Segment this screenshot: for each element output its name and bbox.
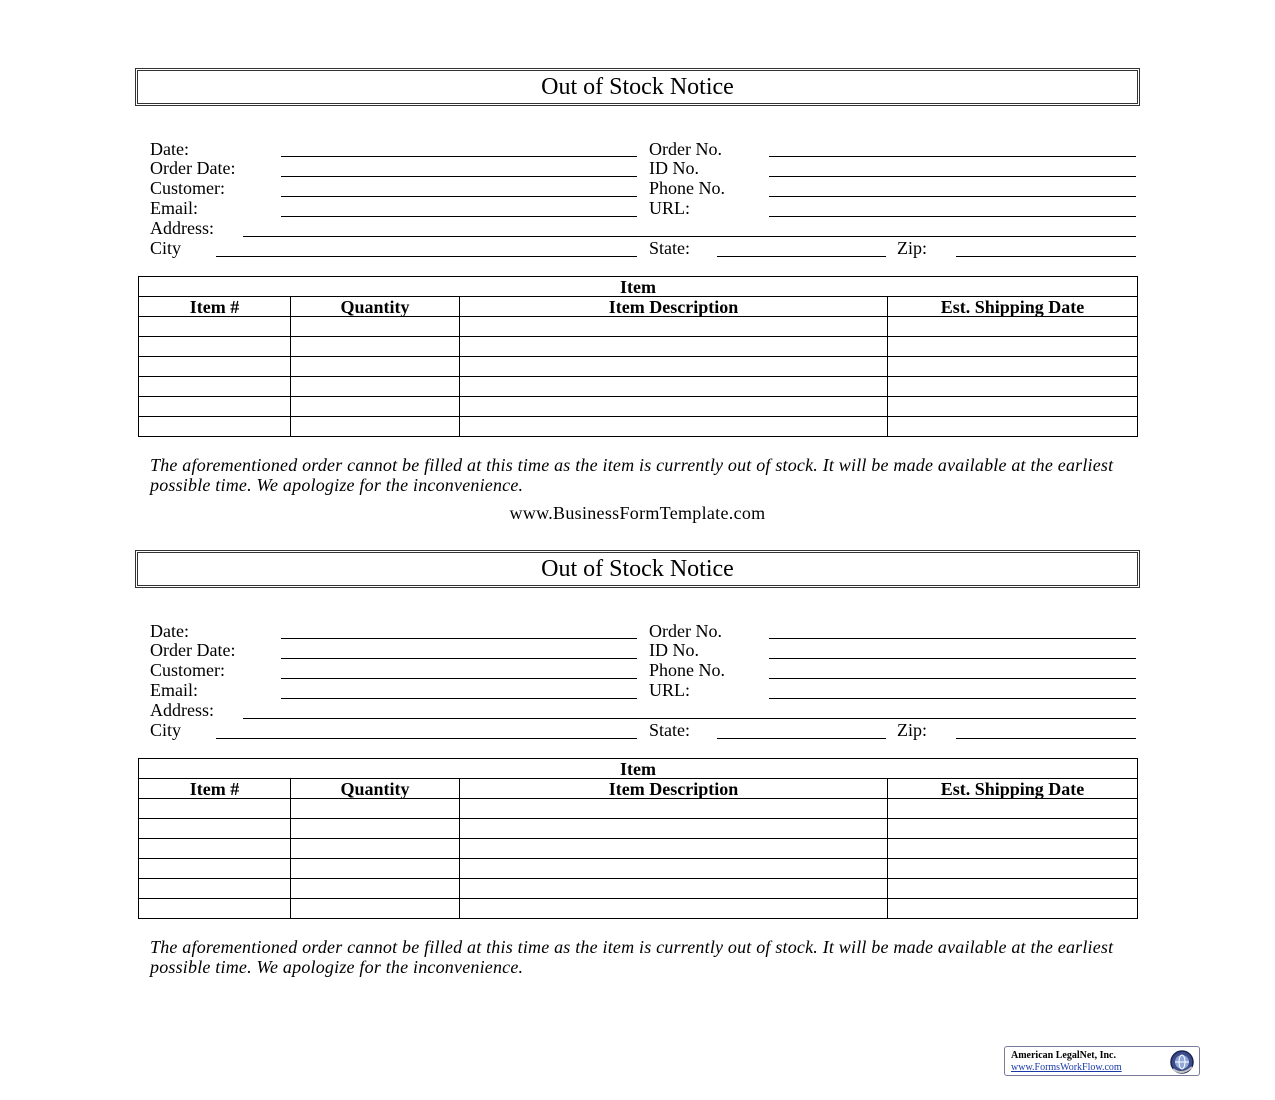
footer-url-link[interactable]: www.FormsWorkFlow.com [1011,1062,1122,1073]
table-cell[interactable] [139,417,291,437]
table-cell[interactable] [460,819,888,839]
email-label: Email: [150,198,198,218]
table-cell[interactable] [888,879,1138,899]
table-cell[interactable] [139,357,291,377]
table-cell[interactable] [888,377,1138,397]
table-cell[interactable] [139,839,291,859]
date-label: Date: [150,621,189,641]
form-title-text: Out of Stock Notice [541,555,734,582]
table-cell[interactable] [291,377,460,397]
table-cell[interactable] [291,397,460,417]
col-est-shipping-date: Est. Shipping Date [888,297,1138,317]
table-row [139,819,1138,839]
table-cell[interactable] [460,417,888,437]
table-cell[interactable] [460,799,888,819]
table-cell[interactable] [460,899,888,919]
table-cell[interactable] [291,799,460,819]
state-label: State: [649,238,690,258]
zip-label: Zip: [897,238,927,258]
phone-no-field[interactable] [769,196,1136,197]
order-date-field[interactable] [281,658,637,659]
zip-field[interactable] [956,256,1136,257]
table-cell[interactable] [139,317,291,337]
table-row [139,337,1138,357]
id-no-label: ID No. [649,158,699,178]
address-field[interactable] [243,236,1136,237]
zip-field[interactable] [956,738,1136,739]
table-cell[interactable] [888,337,1138,357]
table-cell[interactable] [888,859,1138,879]
table-cell[interactable] [291,337,460,357]
table-cell[interactable] [291,417,460,437]
order-no-label: Order No. [649,621,722,641]
form-title [135,68,1140,106]
phone-no-label: Phone No. [649,660,725,680]
col-quantity: Quantity [291,779,460,799]
table-cell[interactable] [291,859,460,879]
customer-label: Customer: [150,660,225,680]
customer-field[interactable] [281,196,637,197]
customer-field[interactable] [281,678,637,679]
city-label: City [150,720,182,740]
table-row [139,879,1138,899]
email-field[interactable] [281,698,637,699]
table-cell[interactable] [291,839,460,859]
phone-no-field[interactable] [769,678,1136,679]
table-cell[interactable] [460,337,888,357]
table-row [139,799,1138,819]
out-of-stock-form-1 [0,0,1275,523]
table-cell[interactable] [139,879,291,899]
form-title [135,550,1140,588]
table-cell[interactable] [888,839,1138,859]
footer-company-name: American LegalNet, Inc. [1011,1050,1116,1061]
table-cell[interactable] [139,337,291,357]
col-item-description: Item Description [460,779,888,799]
table-row [139,357,1138,377]
out-of-stock-form-2 [0,482,1275,977]
item-table [138,758,1138,919]
col-item-description: Item Description [460,297,888,317]
table-row [139,859,1138,879]
out-of-stock-note: The aforementioned order cannot be filled at this time as the item is currently out of stock. It will be made available at the earliest possible time. We apologize for the inconvenience. [150,455,1114,495]
table-row [139,317,1138,337]
form-title-text: Out of Stock Notice [541,73,734,100]
col-quantity: Quantity [291,297,460,317]
city-label: City [150,238,182,258]
address-label: Address: [150,700,214,720]
website-url: www.BusinessFormTemplate.com [509,503,766,523]
table-row [139,417,1138,437]
id-no-field[interactable] [769,658,1136,659]
address-field[interactable] [243,718,1136,719]
order-date-label: Order Date: [150,158,236,178]
order-no-field[interactable] [769,638,1136,639]
item-group-header: Item [139,277,1138,297]
table-cell[interactable] [460,357,888,377]
email-field[interactable] [281,216,637,217]
table-cell[interactable] [139,859,291,879]
order-date-label: Order Date: [150,640,236,660]
item-group-header: Item [139,759,1138,779]
table-cell[interactable] [888,799,1138,819]
table-row [139,377,1138,397]
table-cell[interactable] [139,397,291,417]
url-field[interactable] [769,698,1136,699]
out-of-stock-note: The aforementioned order cannot be filled at this time as the item is currently out of stock. It will be made available at the earliest possible time. We apologize for the inconvenience. [150,937,1114,977]
table-row [139,397,1138,417]
table-cell[interactable] [460,879,888,899]
id-no-field[interactable] [769,176,1136,177]
state-label: State: [649,720,690,740]
table-row [139,899,1138,919]
date-label: Date: [150,139,189,159]
table-row [139,839,1138,859]
table-cell[interactable] [460,839,888,859]
order-no-label: Order No. [649,139,722,159]
table-cell[interactable] [888,417,1138,437]
address-label: Address: [150,218,214,238]
col-item-number: Item # [139,779,291,799]
table-cell[interactable] [139,819,291,839]
table-cell[interactable] [291,879,460,899]
table-cell[interactable] [139,899,291,919]
email-label: Email: [150,680,198,700]
american-legalnet-logo[interactable] [1004,1046,1200,1076]
url-label: URL: [649,198,691,218]
table-cell[interactable] [291,819,460,839]
date-field[interactable] [281,156,637,157]
customer-label: Customer: [150,178,225,198]
phone-no-label: Phone No. [649,178,725,198]
table-cell[interactable] [888,899,1138,919]
table-cell[interactable] [139,799,291,819]
state-field[interactable] [717,256,886,257]
url-label: URL: [649,680,691,700]
table-cell[interactable] [460,397,888,417]
table-cell[interactable] [460,317,888,337]
order-no-field[interactable] [769,156,1136,157]
col-item-number: Item # [139,297,291,317]
date-field[interactable] [281,638,637,639]
zip-label: Zip: [897,720,927,740]
table-cell[interactable] [888,819,1138,839]
col-est-shipping-date: Est. Shipping Date [888,779,1138,799]
url-field[interactable] [769,216,1136,217]
order-date-field[interactable] [281,176,637,177]
state-field[interactable] [717,738,886,739]
table-cell[interactable] [291,317,460,337]
table-cell[interactable] [139,377,291,397]
table-cell[interactable] [888,317,1138,337]
table-cell[interactable] [888,357,1138,377]
city-field[interactable] [216,738,637,739]
id-no-label: ID No. [649,640,699,660]
table-cell[interactable] [291,899,460,919]
city-field[interactable] [216,256,637,257]
table-cell[interactable] [888,397,1138,417]
globe-icon [1169,1049,1195,1075]
table-cell[interactable] [460,859,888,879]
table-cell[interactable] [460,377,888,397]
table-cell[interactable] [291,357,460,377]
item-table [138,276,1138,437]
